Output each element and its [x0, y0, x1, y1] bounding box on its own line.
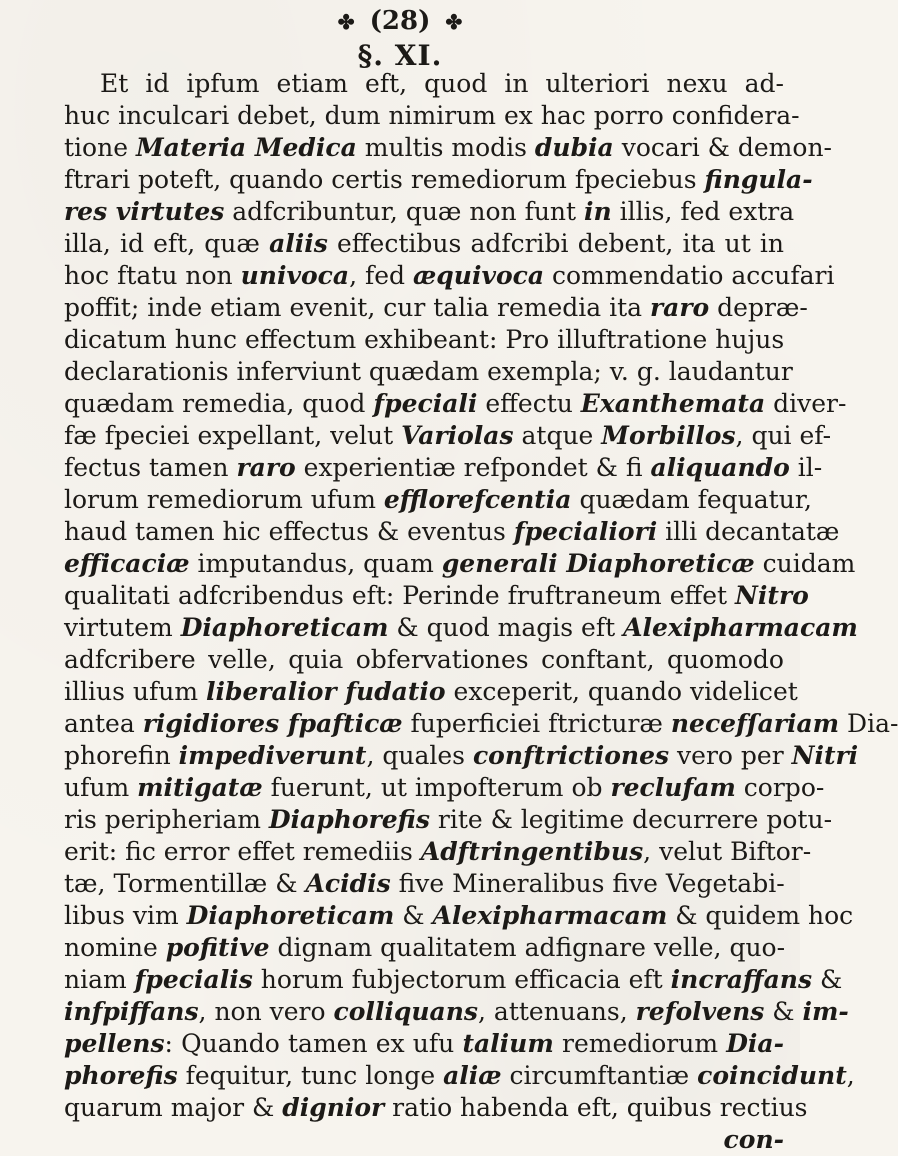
- italic-term: im-: [802, 997, 849, 1026]
- text-run: atque: [513, 421, 602, 450]
- italic-term: Exanthemata: [580, 389, 766, 418]
- text-line: [64, 708, 898, 740]
- italic-term: Materia Medica: [135, 133, 357, 162]
- text-run: ftrari poteft, quando certis remediorum fpeciebus: [64, 165, 705, 194]
- text-run: hoc ftatu non: [64, 261, 241, 290]
- text-line: [64, 868, 784, 900]
- text-line: [64, 644, 784, 676]
- italic-term: aliæ: [443, 1061, 502, 1090]
- italic-term: Diaphoreticam: [186, 901, 395, 930]
- text-line: [64, 804, 833, 836]
- italic-term: efflorefcentia: [383, 485, 572, 514]
- text-run: dicatum hunc effectum exhibeant: Pro illuftratione hujus: [64, 325, 785, 354]
- text-line: [64, 516, 840, 548]
- text-run: , non vero: [198, 997, 334, 1026]
- text-run: poffit; inde etiam evenit, cur talia remedia ita: [64, 293, 650, 322]
- italic-term: dignior: [282, 1093, 385, 1122]
- italic-term: fpecialis: [134, 965, 253, 994]
- text-run: &: [764, 997, 803, 1026]
- text-run: diver-: [765, 389, 847, 418]
- text-run: ris peripheriam: [64, 805, 269, 834]
- text-run: , velut Biftor-: [643, 837, 812, 866]
- text-run: erit: fic error effet remediis: [64, 837, 421, 866]
- italic-term: fingula-: [704, 165, 813, 194]
- italic-term: generali Diaphoreticæ: [441, 549, 755, 578]
- text-run: five Mineralibus five Vegetabi-: [390, 869, 785, 898]
- text-line: [64, 100, 800, 132]
- text-run: antea: [64, 709, 143, 738]
- text-line: [64, 260, 835, 292]
- text-run: quædam remedia, quod: [64, 389, 374, 418]
- text-line: [64, 196, 795, 228]
- italic-term: colliquans: [333, 997, 479, 1026]
- text-run: multis modis: [356, 133, 535, 162]
- text-run: libus vim: [64, 901, 187, 930]
- text-line: [64, 772, 825, 804]
- text-line: [64, 740, 859, 772]
- italic-term: pellens: [64, 1029, 165, 1058]
- text-run: cuidam: [754, 549, 856, 578]
- text-run: Dia-: [839, 709, 898, 738]
- text-run: & quidem hoc: [667, 901, 854, 930]
- text-run: ratio habenda eft, quibus rectius: [384, 1093, 808, 1122]
- text-line: [64, 676, 798, 708]
- text-line: [64, 932, 784, 964]
- italic-term: Morbillos: [601, 421, 736, 450]
- text-line: [64, 548, 856, 580]
- italic-term: rigidiores fpafticæ: [142, 709, 403, 738]
- italic-term: conftrictiones: [472, 741, 670, 770]
- italic-term: pofitive: [165, 933, 270, 962]
- text-run: vero per: [669, 741, 792, 770]
- text-run: , attenuans,: [478, 997, 636, 1026]
- text-run: Et id ipfum etiam eft, quod in ulteriori nexu ad-: [100, 69, 784, 98]
- text-run: commendatio accufari: [544, 261, 835, 290]
- text-line: [64, 836, 812, 868]
- text-line: [64, 1060, 855, 1092]
- text-run: quædam fequatur,: [571, 485, 812, 514]
- text-run: circumftantiæ: [501, 1061, 698, 1090]
- right-fleuron-icon: ✤: [445, 10, 463, 34]
- italic-term: incraffans: [670, 965, 813, 994]
- text-run: adfcribuntur, quæ non funt: [224, 197, 585, 226]
- text-line: [64, 420, 832, 452]
- text-line: [64, 1092, 808, 1124]
- left-fleuron-icon: ✤: [337, 10, 355, 34]
- text-line: [64, 964, 843, 996]
- text-run: tæ, Tormentillæ &: [64, 869, 306, 898]
- italic-term: Nitri: [791, 741, 859, 770]
- text-line: [64, 484, 812, 516]
- text-run: remediorum: [553, 1029, 727, 1058]
- text-line: [64, 996, 849, 1028]
- text-line: [64, 132, 832, 164]
- text-run: effectu: [477, 389, 581, 418]
- text-run: : Quando tamen ex ufu: [164, 1029, 463, 1058]
- text-run: fuperficiei ftricturæ: [402, 709, 671, 738]
- italic-term: dubia: [534, 133, 614, 162]
- text-run: rite & legitime decurrere potu-: [429, 805, 833, 834]
- italic-term: talium: [462, 1029, 554, 1058]
- text-run: illi decantatæ: [657, 517, 840, 546]
- text-run: nomine: [64, 933, 166, 962]
- italic-term: infpiffans: [64, 997, 199, 1026]
- text-run: &: [394, 901, 433, 930]
- italic-term: fpeciali: [373, 389, 478, 418]
- text-run: phorefin: [64, 741, 179, 770]
- italic-term: refolvens: [635, 997, 765, 1026]
- text-run: illius ufum: [64, 677, 206, 706]
- text-line: [64, 228, 784, 260]
- italic-term: in: [584, 197, 612, 226]
- text-line: [64, 900, 854, 932]
- text-run: ,: [846, 1061, 855, 1090]
- text-line: [64, 388, 847, 420]
- italic-term: res virtutes: [64, 197, 225, 226]
- text-run: lorum remediorum ufum: [64, 485, 384, 514]
- italic-term: Alexipharmacam: [623, 613, 858, 642]
- italic-term: efficaciæ: [64, 549, 190, 578]
- text-run: dignam qualitatem adfignare velle, quo-: [269, 933, 786, 962]
- text-run: ufum: [64, 773, 138, 802]
- italic-term: Dia-: [726, 1029, 784, 1058]
- italic-term: impediverunt: [178, 741, 367, 770]
- text-run: vocari & demon-: [613, 133, 832, 162]
- text-line: [64, 292, 808, 324]
- text-run: fuerunt, ut impofterum ob: [262, 773, 611, 802]
- text-run: imputandus, quam: [189, 549, 442, 578]
- italic-term: æquivoca: [413, 261, 545, 290]
- text-run: illis, fed extra: [611, 197, 795, 226]
- text-run: niam: [64, 965, 135, 994]
- text-run: declarationis inferviunt quædam exempla; v. g. laudantur: [64, 357, 793, 386]
- italic-term: Adftringentibus: [420, 837, 644, 866]
- text-line: [64, 68, 784, 100]
- text-line: [64, 1124, 784, 1156]
- italic-term: Acidis: [305, 869, 391, 898]
- italic-term: Diaphorefis: [268, 805, 430, 834]
- text-run: adfcribere velle, quia obfervationes conftant, quomodo: [64, 645, 784, 674]
- text-run: fequitur, tunc longe: [177, 1061, 444, 1090]
- italic-term: Alexipharmacam: [432, 901, 668, 930]
- italic-term: liberalior fudatio: [205, 677, 446, 706]
- section-heading: §. XI.: [357, 39, 443, 72]
- body-paragraph: [64, 68, 898, 1156]
- italic-term: raro: [236, 453, 296, 482]
- text-line: [64, 164, 813, 196]
- text-run: il-: [789, 453, 823, 482]
- text-run: experientiæ refpondet & fi: [295, 453, 651, 482]
- text-run: illa, id eft, quæ: [64, 229, 270, 258]
- text-run: , quales: [366, 741, 473, 770]
- text-run: corpo-: [735, 773, 825, 802]
- italic-term: univoca: [240, 261, 350, 290]
- italic-term: Nitro: [735, 581, 809, 610]
- italic-term: mitigatæ: [137, 773, 263, 802]
- italic-term: coincidunt: [697, 1061, 847, 1090]
- text-line: [64, 1028, 784, 1060]
- text-line: [64, 580, 809, 612]
- text-run: fæ fpeciei expellant, velut: [64, 421, 402, 450]
- text-line: [64, 356, 793, 388]
- text-run: &: [812, 965, 843, 994]
- italic-term: fpecialiori: [513, 517, 658, 546]
- text-run: horum fubjectorum efficacia eft: [252, 965, 671, 994]
- page-number: (28): [369, 6, 431, 36]
- text-run: exceperit, quando videlicet: [445, 677, 798, 706]
- text-line: [64, 612, 858, 644]
- text-run: quarum major &: [64, 1093, 283, 1122]
- text-run: huc inculcari debet, dum nimirum ex hac porro confidera-: [64, 101, 800, 130]
- text-run: qualitati adfcribendus eft: Perinde fruftraneum effet: [64, 581, 736, 610]
- italic-term: aliis: [269, 229, 328, 258]
- text-run: , fed: [349, 261, 413, 290]
- italic-term: con-: [723, 1125, 784, 1154]
- text-run: depræ-: [709, 293, 808, 322]
- italic-term: raro: [650, 293, 710, 322]
- text-run: , qui ef-: [735, 421, 832, 450]
- text-run: & quod magis eft: [388, 613, 624, 642]
- italic-term: reclufam: [610, 773, 736, 802]
- text-line: [64, 452, 823, 484]
- page-header: [0, 6, 800, 37]
- text-run: haud tamen hic effectus & eventus: [64, 517, 514, 546]
- text-line: [64, 324, 784, 356]
- italic-term: aliquando: [650, 453, 790, 482]
- text-run: fectus tamen: [64, 453, 237, 482]
- italic-term: Variolas: [401, 421, 514, 450]
- italic-term: Diaphoreticam: [180, 613, 389, 642]
- text-run: effectibus adfcribi debent, ita ut in: [327, 229, 784, 258]
- text-run: tione: [64, 133, 136, 162]
- italic-term: phorefis: [64, 1061, 178, 1090]
- italic-term: necefſariam: [670, 709, 840, 738]
- text-run: virtutem: [64, 613, 181, 642]
